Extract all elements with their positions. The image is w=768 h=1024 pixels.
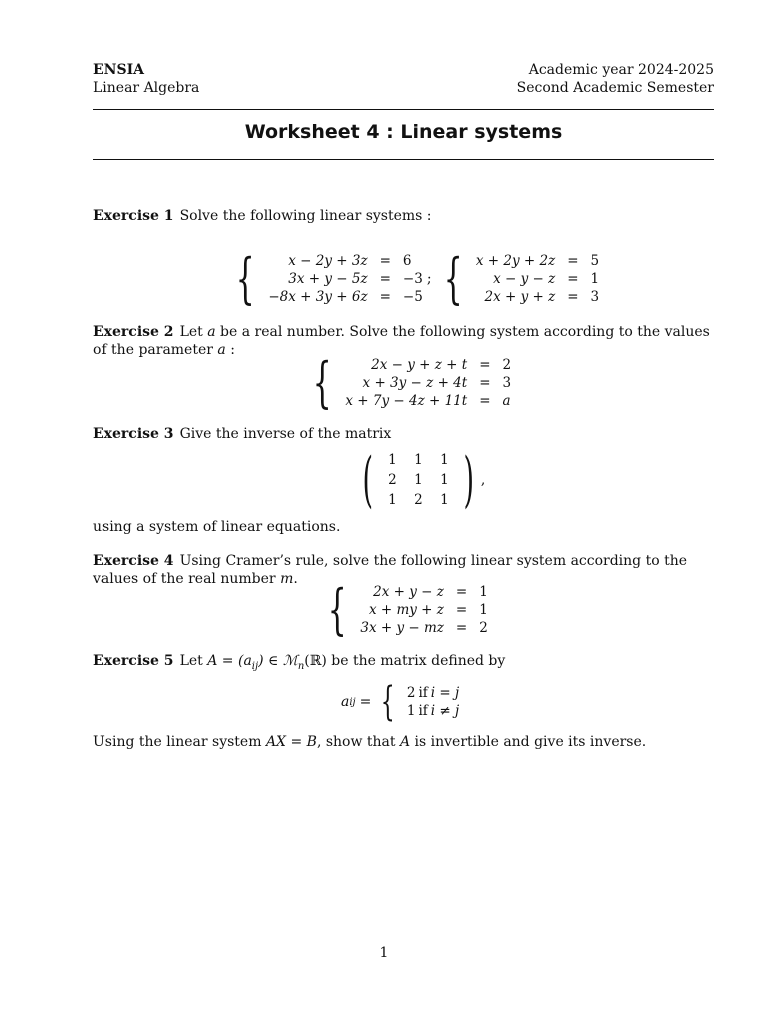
matrix-comma: , bbox=[480, 472, 486, 488]
course-name: Linear Algebra bbox=[93, 80, 200, 96]
exercise-4: Exercise 4 Using Cramer’s rule, solve the following linear system according to the values of the real number m. bbox=[93, 553, 688, 587]
exercise-label: Exercise 3 bbox=[93, 426, 174, 442]
left-brace-icon: { bbox=[235, 247, 255, 310]
exercise-5: Exercise 5 Let $A = (a_{ij})$ ∈ ℳ$_n$(ℝ) be the matrix defined by bbox=[93, 653, 506, 672]
exercise-3-followup: using a system of linear equations. bbox=[93, 519, 341, 535]
left-brace-icon: { bbox=[312, 351, 332, 414]
equation-row: x + my + z = 1 bbox=[368, 602, 488, 618]
exercise-label: Exercise 4 bbox=[93, 553, 174, 569]
right-paren-icon: ) bbox=[463, 445, 475, 515]
equation-row: x − y − z = 1 bbox=[493, 271, 600, 287]
institution: ENSIA bbox=[93, 62, 144, 78]
exercise-label: Exercise 2 bbox=[93, 324, 174, 340]
exercise-label: Exercise 5 bbox=[93, 653, 174, 669]
system-separator: ; bbox=[426, 271, 432, 287]
equation-row: 2x + y + z = 3 bbox=[484, 289, 600, 305]
matrix-entries: 1 1 1 2 1 1 1 2 1 bbox=[388, 452, 449, 508]
equation-row: x + 3y − z + 4t = 3 bbox=[362, 375, 512, 391]
semester: Second Academic Semester bbox=[516, 80, 714, 96]
equation-row: x + 2y + 2z = 5 bbox=[475, 253, 600, 269]
exercise-2: Exercise 2 Let a be a real number. Solve the following system according to the values of the parameter a : bbox=[93, 324, 710, 358]
equation-row: x + 7y − 4z + 11t = a bbox=[345, 393, 511, 409]
left-brace-icon: { bbox=[443, 247, 463, 310]
header-left bbox=[93, 61, 199, 97]
exercise-5-followup: Using the linear system AX = B, show that A is invertible and give its inverse. bbox=[93, 734, 647, 750]
linear-system bbox=[341, 356, 515, 410]
piecewise-cases bbox=[403, 684, 463, 720]
worksheet-title: Worksheet 4 : Linear systems bbox=[244, 121, 563, 143]
exercise-2-system bbox=[305, 351, 515, 414]
matrix bbox=[356, 445, 486, 515]
linear-system-2 bbox=[472, 252, 603, 306]
matrix-definition: a ij = { 2 if i = j 1 if i ≠ j bbox=[341, 682, 463, 722]
exercise-4-system bbox=[320, 578, 492, 641]
equation-row: 2x − y + z + t = 2 bbox=[371, 357, 512, 373]
left-paren-icon: ( bbox=[362, 445, 373, 515]
case-row: 1 if i ≠ j bbox=[406, 703, 460, 719]
left-brace-icon: { bbox=[381, 679, 396, 725]
equation-row: −8x + 3y + 6z = −5 bbox=[268, 289, 423, 305]
page-number: 1 bbox=[379, 945, 389, 961]
equation-row: 2x + y − z = 1 bbox=[373, 584, 488, 600]
equation-row: x − 2y + 3z = 6 bbox=[288, 253, 412, 269]
academic-year: Academic year 2024-2025 bbox=[528, 62, 714, 78]
left-brace-icon: { bbox=[327, 578, 347, 641]
top-rule bbox=[93, 109, 714, 110]
exercise-1-systems bbox=[228, 247, 603, 310]
title-rule bbox=[93, 159, 714, 160]
case-row: 2 if i = j bbox=[406, 685, 460, 701]
exercise-label: Exercise 1 bbox=[93, 208, 174, 224]
exercise-text: Solve the following linear systems : bbox=[179, 208, 432, 224]
equation-row: 3x + y − 5z = −3 bbox=[288, 271, 423, 287]
linear-system-1 bbox=[264, 252, 426, 306]
exercise-1 bbox=[93, 207, 714, 225]
linear-system bbox=[356, 583, 491, 637]
header-right bbox=[517, 61, 714, 97]
exercise-3: Exercise 3 Give the inverse of the matrix bbox=[93, 426, 392, 442]
equation-row: 3x + y − mz = 2 bbox=[360, 620, 488, 636]
